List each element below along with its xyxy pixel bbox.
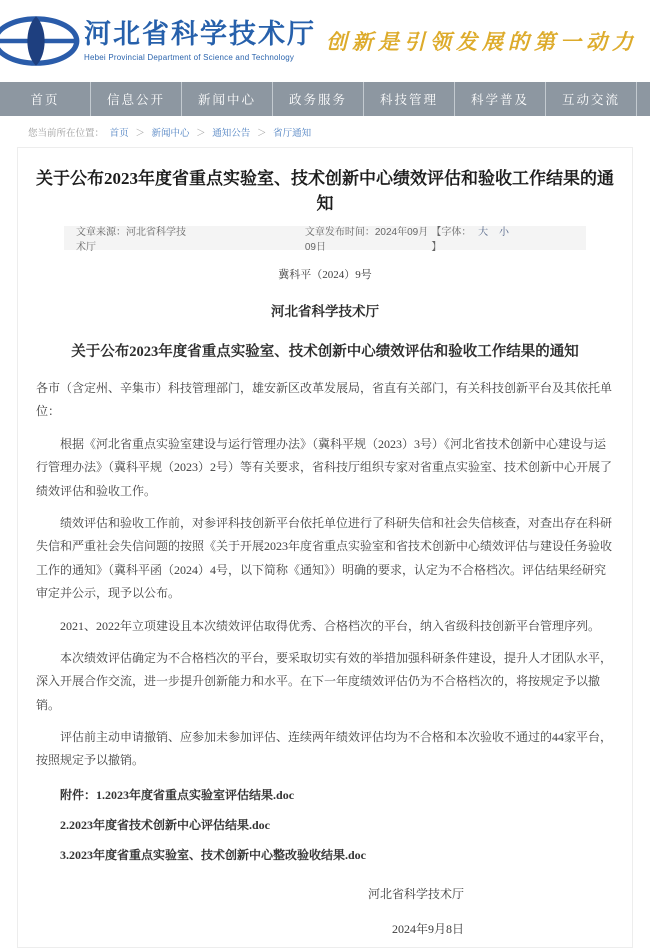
breadcrumb-link-news-center[interactable]: 新闻中心 xyxy=(151,128,190,139)
site-logo-icon xyxy=(0,10,82,72)
signature-block xyxy=(36,885,614,937)
breadcrumb xyxy=(0,116,650,145)
document-salutation: 各市（含定州、辛集市）科技管理部门，雄安新区改革发展局，省直有关部门，有关科技创新平台及其依托单位： xyxy=(36,381,613,419)
font-size-small-button[interactable]: 小 xyxy=(498,227,509,238)
breadcrumb-link-dept-notices[interactable]: 省厅通知 xyxy=(273,128,312,139)
article-meta-bar xyxy=(64,226,586,253)
nav-item-science-popularization[interactable]: 科学普及 xyxy=(455,82,546,116)
attachment-link-1[interactable]: 1.2023年度省重点实验室评估结果.doc xyxy=(96,787,295,802)
nav-item-interaction[interactable]: 互动交流 xyxy=(546,82,637,116)
attachment-row xyxy=(36,846,614,863)
document-number: 冀科平（2024）9号 xyxy=(278,269,372,281)
attachment-link-3[interactable]: 3.2023年度省重点实验室、技术创新中心整改验收结果.doc xyxy=(60,847,367,862)
document-paragraph: 本次绩效评估确定为不合格档次的平台，要采取切实有效的举措加强科研条件建设，提升人才团队水平，深入开展合作交流，进一步提升创新能力和水平。在下一年度绩效评估仍为不合格档次的，将按规定予以撤销。 xyxy=(36,650,613,712)
font-size-label: 【字体： xyxy=(431,227,472,238)
document-issuer: 河北省科学技术厅 xyxy=(271,304,379,319)
document-paragraph: 根据《河北省重点实验室建设与运行管理办法》（冀科平规（2023）3号）《河北省技术创新中心建设与运行管理办法》（冀科平规（2023）2号）等有关要求，省科技厅组织专家对省重点实验室、技术创新中心开展了绩效评估和验收工作。 xyxy=(36,436,613,498)
header-slogan: 创新是引领发展的第一动力 xyxy=(326,29,638,54)
nav-item-home[interactable]: 首页 xyxy=(0,82,91,116)
breadcrumb-link-notices[interactable]: 通知公告 xyxy=(212,128,251,139)
breadcrumb-separator: ＞ xyxy=(196,128,206,139)
site-name: 河北省科学技术厅 xyxy=(84,19,316,50)
article-container xyxy=(17,147,633,948)
font-size-large-button[interactable]: 大 xyxy=(478,227,489,238)
breadcrumb-separator: ＞ xyxy=(256,128,267,139)
site-name-english: Hebei Provincial Department of Science and Technology xyxy=(84,52,295,62)
nav-item-info-disclosure[interactable]: 信息公开 xyxy=(91,82,182,116)
breadcrumb-prefix: 您当前所在位置： xyxy=(28,128,105,139)
nav-item-news-center[interactable]: 新闻中心 xyxy=(182,82,273,116)
document-paragraph: 评估前主动申请撤销、应参加未参加评估、连续两年绩效评估均为不合格和本次验收不通过的44家平台，按照规定予以撤销。 xyxy=(36,730,613,768)
breadcrumb-link-home[interactable]: 首页 xyxy=(109,128,129,139)
attachments-label: 附件： xyxy=(60,787,97,802)
attachment-row xyxy=(36,786,614,803)
site-header xyxy=(0,0,650,82)
document-body xyxy=(36,266,614,937)
attachment-link-2[interactable]: 2.2023年度省技术创新中心评估结果.doc xyxy=(60,817,271,832)
document-paragraph: 绩效评估和验收工作前，对参评科技创新平台依托单位进行了科研失信和社会失信核查，对查出存在科研失信和严重社会失信问题的按照《关于开展2023年度省重点实验室和省技术创新中心绩效评估与建设任务验收工作的通知》（冀科平函（2024）4号，以下简称《通知》）明确的要求，认定为不合格档次。评估结果经研究审定并公示，现予以公布。 xyxy=(36,515,613,601)
page-title: 关于公布2023年度省重点实验室、技术创新中心绩效评估和验收工作结果的通知 xyxy=(36,169,614,213)
attachment-row xyxy=(36,816,614,833)
article-publish-time: 文章发布时间：2024年09月09日 xyxy=(304,227,429,253)
brand-text xyxy=(84,20,316,62)
nav-item-sci-tech-mgmt[interactable]: 科技管理 xyxy=(364,82,455,116)
font-size-control xyxy=(431,223,514,253)
signature-issuer: 河北省科学技术厅 xyxy=(367,886,464,901)
main-nav xyxy=(0,82,650,116)
font-size-label-suffix: 】 xyxy=(431,242,442,253)
nav-item-gov-services[interactable]: 政务服务 xyxy=(273,82,364,116)
document-title: 关于公布2023年度省重点实验室、技术创新中心绩效评估和验收工作结果的通知 xyxy=(71,344,579,360)
article-source: 文章来源：河北省科学技术厅 xyxy=(76,227,186,253)
document-paragraph: 2021、2022年立项建设且本次绩效评估取得优秀、合格档次的平台，纳入省级科技创新平台管理序列。 xyxy=(60,618,601,633)
breadcrumb-separator: ＞ xyxy=(135,128,145,139)
signature-date: 2024年9月8日 xyxy=(391,921,464,936)
site-brand[interactable] xyxy=(0,10,316,72)
